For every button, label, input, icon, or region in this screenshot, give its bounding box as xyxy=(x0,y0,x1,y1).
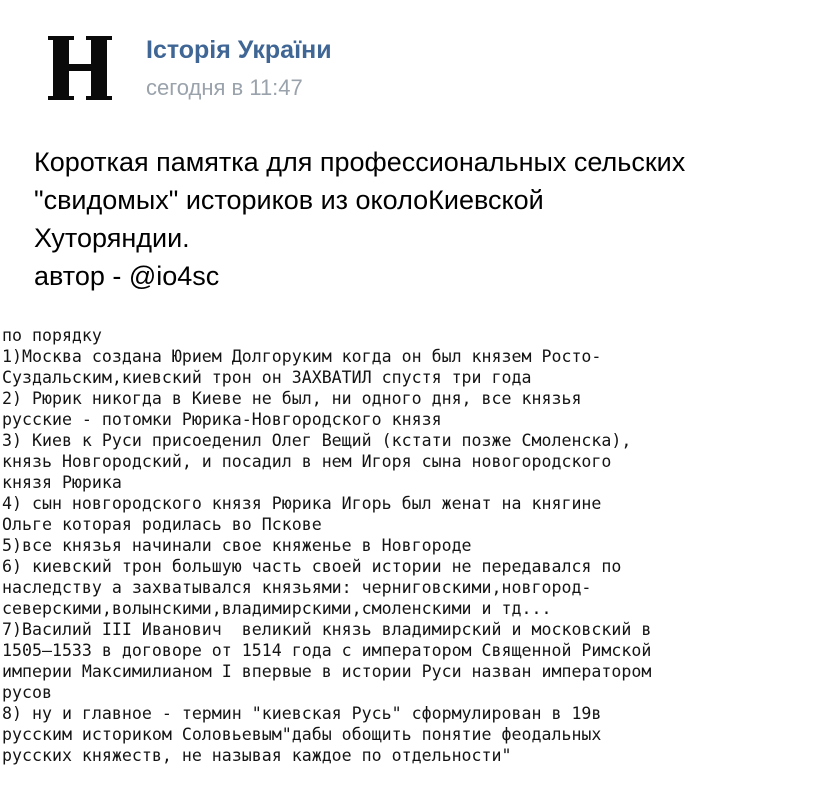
image-text-line: 8) ну и главное - термин "киевская Русь" сформулирован в 19в xyxy=(2,704,602,723)
author-name[interactable]: Історія України xyxy=(146,36,332,64)
image-text-line: 1505—1533 в договоре от 1514 года с императором Священной Римской xyxy=(2,641,652,660)
image-text-line: 7)Василий III Иванович великий князь владимирский и московский в xyxy=(2,620,652,639)
post-text-line: Хуторяндии. xyxy=(34,223,190,253)
serif-h-logo-icon xyxy=(42,34,118,102)
image-text-line: русских княжеств, не называя каждое по отдельности" xyxy=(2,746,512,765)
image-text-line: Ольге которая родилась во Пскове xyxy=(2,515,322,534)
image-text-line: 5)все князья начинали свое княженье в Новгороде xyxy=(2,536,472,555)
post-timestamp[interactable]: сегодня в 11:47 xyxy=(146,75,303,100)
attached-image[interactable] xyxy=(0,318,828,791)
avatar[interactable] xyxy=(42,34,118,102)
image-text-line: 3) Киев к Руси присоеденил Олег Вещий (кстати позже Смоленска), xyxy=(2,431,632,450)
image-text-line: князь Новгородский, и посадил в нем Игоря сына новогородского xyxy=(2,452,612,471)
post-text-line: автор - @io4sc xyxy=(34,261,220,291)
image-text-line: русским историком Соловьевым"дабы обощить понятие феодальных xyxy=(2,725,602,744)
image-text-line: 1)Москва создана Юрием Долгоруким когда он был князем Росто- xyxy=(2,347,602,366)
image-text-line: северскими,волынскими,владимирскими,смоленскими и тд... xyxy=(2,599,552,618)
image-text-line: 6) киевский трон большую часть своей истории не передавался по xyxy=(2,557,622,576)
image-text-line: 4) сын новгородского князя Рюрика Игорь был женат на княгине xyxy=(2,494,602,513)
image-text-line: по порядку xyxy=(2,326,102,345)
image-text-line: русов xyxy=(2,683,52,702)
post-text-line: "свидомых" историков из околоКиевской xyxy=(34,185,544,215)
image-text-line: русские - потомки Рюрика-Новгородского князя xyxy=(2,410,442,429)
post-text xyxy=(34,143,814,295)
image-text-line: империи Максимилианом I впервые в истории Руси назван императором xyxy=(2,662,652,681)
post-text-line: Короткая памятка для профессиональных сельских xyxy=(34,147,686,177)
image-text-line: наследству а захватывался князьями: черниговскими,новгород- xyxy=(2,578,592,597)
post-header xyxy=(0,0,828,130)
image-text-line: Суздальским,киевский трон он ЗАХВАТИЛ спустя три года xyxy=(2,368,532,387)
image-text-line: 2) Рюрик никогда в Киеве не был, ни одного дня, все князья xyxy=(2,389,582,408)
image-text-line: князя Рюрика xyxy=(2,473,122,492)
